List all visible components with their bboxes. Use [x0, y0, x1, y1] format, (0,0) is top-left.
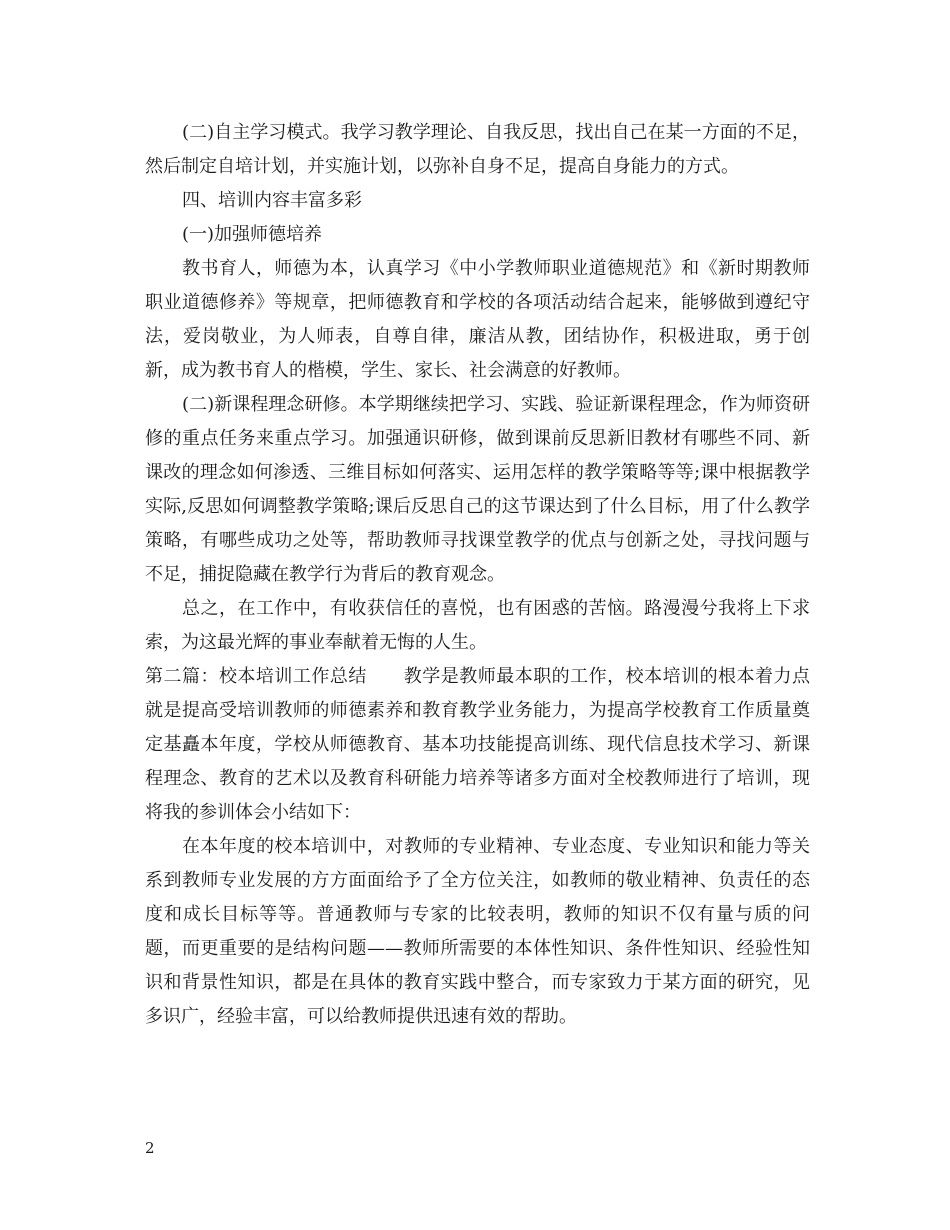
paragraph-annual-training: 在本年度的校本培训中，对教师的专业精神、专业态度、专业知识和能力等关系到教师专业发展的方方面面给予了全方位关注，如教师的敬业精神、负责任的态度和成长目标等等。普通教师与专家的比较表明，教师的知识不仅有量与质的问题，而更重要的是结构问题——教师所需要的本体性知识、条件性知识、经验性知识和背景性知识，都是在具体的教育实践中整合，而专家致力于某方面的研究，见多识广，经验丰富，可以给教师提供迅速有效的帮助。: [145, 836, 810, 1027]
paragraph-self-study-mode: (二)自主学习模式。我学习教学理论、自我反思，找出自己在某一方面的不足，然后制定自培计划，并实施计划，以弥补自身不足，提高自身能力的方式。: [145, 122, 810, 177]
section-heading-training-content: 四、培训内容丰富多彩: [182, 190, 362, 211]
document-body: [145, 116, 810, 1034]
paragraph-conclusion: 总之，在工作中，有收获信任的喜悦，也有困惑的苦恼。路漫漫兮我将上下求索，为这最光辉的事业奉献着无悔的人生。: [145, 598, 810, 653]
paragraph-teacher-ethics: 教书育人，师德为本，认真学习《中小学教师职业道德规范》和《新时期教师职业道德修养》等规章，把师德教育和学校的各项活动结合起来，能够做到遵纪守法，爱岗敬业，为人师表，自尊自律，廉洁从教，团结协作，积极进取，勇于创新，成为教书育人的楷模，学生、家长、社会满意的好教师。: [145, 258, 810, 381]
paragraph-new-curriculum: (二)新课程理念研修。本学期继续把学习、实践、验证新课程理念，作为师资研修的重点任务来重点学习。加强通识研修，做到课前反思新旧教材有哪些不同、新课改的理念如何渗透、三维目标如何落实、运用怎样的教学策略等等;课中根据教学实际,反思如何调整教学策略;课后反思自己的这节课达到了什么目标，用了什么教学策略，有哪些成功之处等，帮助教师寻找课堂教学的优点与创新之处，寻找问题与不足，捕捉隐藏在教学行为背后的教育观念。: [145, 394, 810, 585]
page-number: 2: [145, 1139, 155, 1157]
subheading-teacher-ethics: (一)加强师德培养: [182, 224, 323, 245]
paragraph-second-article: 第二篇：校本培训工作总结 教学是教师最本职的工作，校本培训的根本着力点就是提高受培训教师的师德素养和教育教学业务能力，为提高学校教育工作质量奠定基矗本年度，学校从师德教育、基本功技能提高训练、现代信息技术学习、新课程理念、教育的艺术以及教育科研能力培养等诸多方面对全校教师进行了培训，现将我的参训体会小结如下：: [145, 666, 810, 823]
